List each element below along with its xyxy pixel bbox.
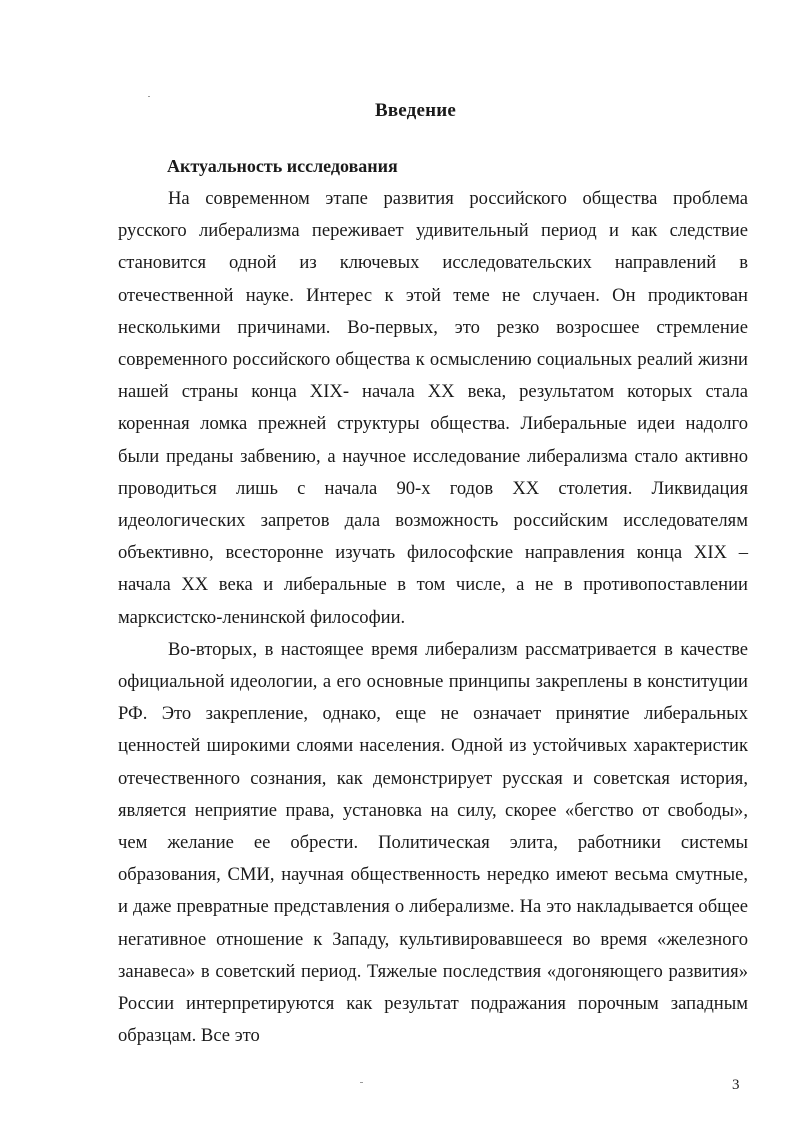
scan-speck <box>148 96 150 97</box>
body-text <box>118 183 748 1052</box>
paragraph-2: Во-вторых, в настоящее время либерализм рассматривается в качестве официальной идеологии, а его основные принципы закреплены в конституции РФ. Это закрепление, однако, еще не означает принятие либеральных ценностей широкими слоями населения. Одной из устойчивых характеристик отечественного сознания, как демонстрирует русская и советская история, является неприятие права, установка на силу, скорее «бегство от свободы», чем желание ее обрести. Политическая элита, работники системы образования, СМИ, научная общественность нередко имеют весьма смутные, и даже превратные представления о либерализме. На это накладывается общее негативное отношение к Западу, культивировавшееся во время «железного занавеса» в советский период. Тяжелые последствия «догоняющего развития» России интерпретируются как результат подражания порочным западным образцам. Все это <box>118 638 748 1047</box>
page-number: 3 <box>732 1077 740 1093</box>
scan-speck <box>360 1082 363 1083</box>
section-heading: Актуальность исследования <box>167 156 398 176</box>
paragraph-1: На современном этапе развития российского общества проблема русского либерализма переживает удивительный период и как следствие становится одной из ключевых исследовательских направлений в отечественной науке. Интерес к этой теме не случаен. Он продиктован несколькими причинами. Во-первых, это резко возросшее стремление современного российского общества к осмыслению социальных реалий жизни нашей страны конца XIX- начала XX века, результатом которых стала коренная ломка прежней структуры общества. Либеральные идеи надолго были преданы забвению, а научное исследование либерализма стало активно проводиться лишь с начала 90-х годов XX столетия. Ликвидация идеологических запретов дала возможность российским исследователям объективно, всесторонне изучать философские направления конца XIX – начала XX века и либеральные в том числе, а не в противопоставлении марксистско-ленинской философии. <box>118 188 748 628</box>
page-title: Введение <box>374 100 457 121</box>
